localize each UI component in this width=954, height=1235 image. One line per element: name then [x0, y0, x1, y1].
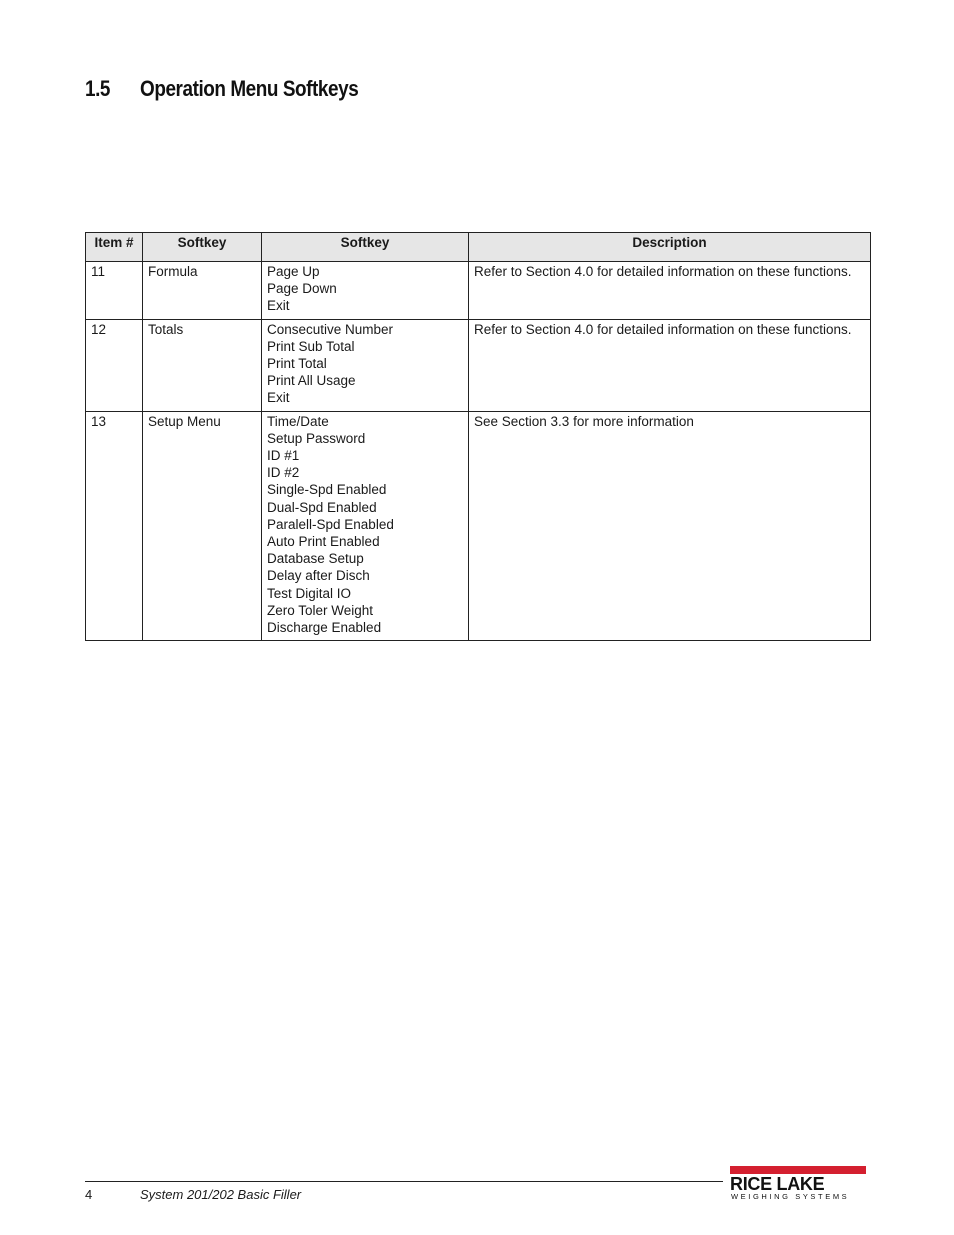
cell-subkeys [262, 411, 469, 641]
subkey-item: Time/Date [267, 413, 329, 429]
header-description: Description [469, 233, 871, 262]
subkey-item: Discharge Enabled [267, 620, 382, 636]
table-row [86, 262, 871, 320]
cell-softkey: Setup Menu [143, 411, 262, 641]
logo-brand: RICE LAKE [730, 1174, 825, 1194]
cell-item-number: 13 [86, 411, 143, 641]
subkey-item: Exit [267, 390, 290, 406]
cell-softkey: Formula [143, 262, 262, 320]
header-softkey: Softkey [143, 233, 262, 262]
cell-description: See Section 3.3 for more information [469, 411, 871, 641]
cell-subkeys [262, 262, 469, 320]
section-title: Operation Menu Softkeys [140, 76, 359, 101]
cell-softkey: Totals [143, 319, 262, 411]
cell-subkeys [262, 319, 469, 411]
subkey-item: ID #1 [267, 448, 300, 464]
subkey-item: Exit [267, 298, 290, 314]
header-softkey-sub: Softkey [262, 233, 469, 262]
subkey-item: Print All Usage [267, 373, 356, 389]
subkey-item: Delay after Disch [267, 568, 370, 584]
section-heading [85, 76, 358, 102]
document-title: System 201/202 Basic Filler [140, 1187, 302, 1202]
subkey-item: Test Digital IO [267, 585, 352, 601]
subkey-item: Zero Toler Weight [267, 602, 374, 618]
subkey-item: Setup Password [267, 430, 366, 446]
subkey-item: Database Setup [267, 551, 364, 567]
subkey-item: Page Up [267, 264, 320, 279]
section-number: 1.5 [85, 76, 111, 101]
table-row [86, 411, 871, 641]
cell-description: Refer to Section 4.0 for detailed information on these functions. [469, 262, 871, 320]
table-header-row [86, 233, 871, 262]
subkey-item: ID #2 [267, 465, 300, 481]
subkey-item: Page Down [267, 281, 337, 297]
subkey-item: Paralell-Spd Enabled [267, 516, 394, 532]
logo-subtitle: WEIGHING SYSTEMS [731, 1192, 850, 1201]
subkey-item: Dual-Spd Enabled [267, 499, 377, 515]
subkey-item: Auto Print Enabled [267, 534, 380, 550]
cell-item-number: 12 [86, 319, 143, 411]
softkey-table [85, 232, 871, 641]
cell-item-number: 11 [86, 262, 143, 320]
rice-lake-logo [730, 1166, 870, 1202]
table-row [86, 319, 871, 411]
page-number: 4 [85, 1187, 93, 1202]
cell-description: Refer to Section 4.0 for detailed information on these functions. [469, 319, 871, 411]
subkey-item: Print Total [267, 356, 327, 372]
header-item-number: Item # [86, 233, 143, 262]
subkey-item: Consecutive Number [267, 321, 394, 337]
subkey-item: Single-Spd Enabled [267, 482, 387, 498]
subkey-item: Print Sub Total [267, 338, 355, 354]
footer-rule [85, 1181, 723, 1182]
logo-red-bar [730, 1166, 866, 1174]
